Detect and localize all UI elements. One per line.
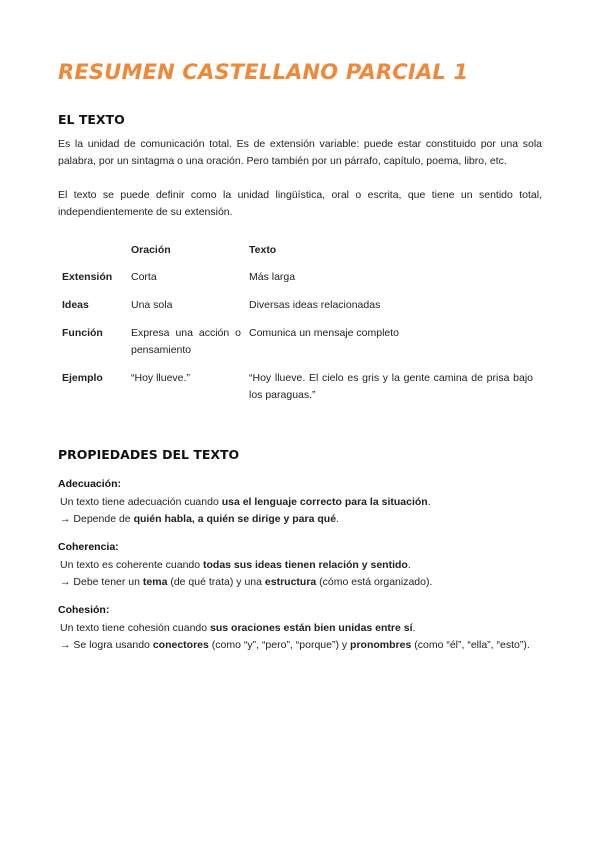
table-header-texto: Texto — [249, 244, 277, 256]
subheading-coherencia: Coherencia: — [58, 541, 119, 553]
subheading-cohesion: Cohesión: — [58, 604, 110, 616]
table-cell: Una sola — [131, 299, 173, 311]
paragraph-linguistic-unit: El texto se puede definir como la unidad lingüística, oral o escrita, que tiene un sentido total, independientemente de su extensión. — [58, 189, 542, 218]
section-heading-el-texto: EL TEXTO — [58, 112, 125, 127]
adecuacion-line-2: → Depende de quién habla, a quién se dirige y para qué. — [60, 513, 339, 525]
table-cell: “Hoy llueve.” — [131, 372, 190, 384]
table-header-oracion: Oración — [131, 244, 171, 256]
subheading-adecuacion: Adecuación: — [58, 478, 122, 490]
table-cell: Corta — [131, 271, 157, 283]
table-cell: “Hoy llueve. El cielo es gris y la gente camina de prisa bajo los paraguas.” — [249, 372, 533, 401]
table-cell: Diversas ideas relacionadas — [249, 299, 381, 311]
cohesion-line-2: → Se logra usando conectores (como “y”, “pero”, “porque”) y pronombres (como “él”, “ella”, “esto”). — [60, 639, 530, 651]
table-row-label: Función — [62, 327, 103, 339]
table-row-label: Ejemplo — [62, 372, 103, 384]
paragraph-definition: Es la unidad de comunicación total. Es de extensión variable: puede estar constituido por una sola palabra, por un sintagma o una oración. Pero también por un párrafo, capítulo, poema, libro, etc. — [58, 138, 542, 167]
cohesion-line-1: Un texto tiene cohesión cuando sus oraciones están bien unidas entre sí. — [60, 622, 416, 634]
coherencia-line-1: Un texto es coherente cuando todas sus ideas tienen relación y sentido. — [60, 559, 411, 571]
table-cell: Expresa una acción o pensamiento — [131, 327, 241, 356]
table-cell: Más larga — [249, 271, 296, 283]
coherencia-line-2: → Debe tener un tema (de qué trata) y una estructura (cómo está organizado). — [60, 576, 433, 588]
table-row-label: Ideas — [62, 299, 89, 311]
adecuacion-line-1: Un texto tiene adecuación cuando usa el lenguaje correcto para la situación. — [60, 496, 431, 508]
document-title: RESUMEN CASTELLANO PARCIAL 1 — [58, 60, 469, 84]
table-cell: Comunica un mensaje completo — [249, 327, 399, 339]
table-row-label: Extensión — [62, 271, 113, 283]
section-heading-propiedades: PROPIEDADES DEL TEXTO — [58, 447, 240, 462]
